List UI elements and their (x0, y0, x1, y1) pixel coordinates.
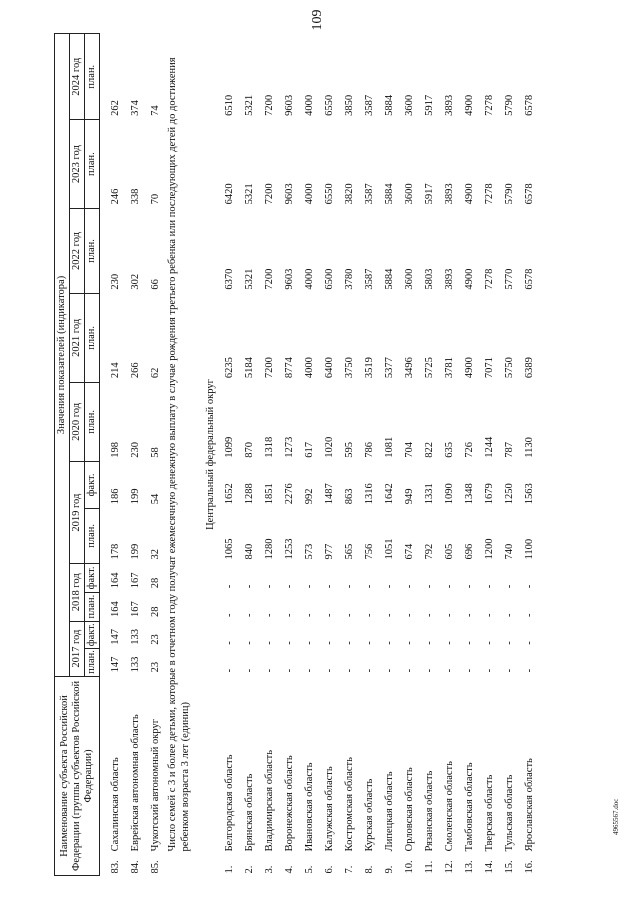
rotated-table-area (54, 33, 612, 876)
value-cell: 198 (109, 441, 121, 458)
value-cell: 199 (129, 543, 141, 560)
value-cell: - (503, 584, 515, 589)
page-number: 109 (310, 9, 325, 31)
value-cell: 1563 (523, 483, 535, 505)
value-cell: 3600 (403, 94, 415, 116)
value-cell: 5884 (383, 94, 395, 116)
header-values-title: Значения показателей (индикатора) (55, 34, 70, 677)
federal-district-row (202, 34, 220, 876)
value-cell: 822 (423, 441, 435, 458)
value-cell: 1200 (483, 538, 495, 560)
value-cell: 840 (243, 543, 255, 560)
value-cell: - (343, 613, 355, 618)
subject-name: Ивановская область (303, 762, 315, 852)
value-cell: - (523, 641, 535, 645)
value-cell: 977 (323, 543, 335, 560)
value-cell: 23 (149, 661, 161, 673)
value-cell: - (323, 613, 335, 618)
row-number: 3. (263, 865, 275, 874)
value-cell: 1099 (223, 436, 235, 458)
value-cell: 3600 (403, 268, 415, 290)
row-number: 9. (383, 865, 395, 874)
value-cell: 3587 (363, 268, 375, 290)
value-cell: 5803 (423, 268, 435, 290)
value-cell: - (363, 641, 375, 645)
value-cell: 595 (343, 441, 355, 458)
value-cell: 3587 (363, 183, 375, 205)
row-number: 6. (323, 865, 335, 874)
value-cell: - (303, 668, 315, 673)
value-cell: 1090 (443, 483, 455, 505)
value-cell: 1331 (423, 483, 435, 505)
value-cell: 6420 (223, 183, 235, 205)
value-cell: 54 (149, 493, 161, 505)
header-fact: факт. (85, 621, 100, 649)
value-cell: 7200 (263, 357, 275, 379)
value-cell: - (463, 641, 475, 645)
value-cell: - (423, 584, 435, 589)
row-number: 84. (129, 860, 141, 874)
indicator-caption-row (166, 34, 202, 876)
value-cell: 7200 (263, 94, 275, 116)
row-number: 4. (283, 865, 295, 874)
value-cell: 740 (503, 543, 515, 560)
value-cell: - (483, 668, 495, 673)
table-row (400, 34, 420, 876)
value-cell: 167 (129, 572, 141, 589)
value-cell: 9603 (283, 94, 295, 116)
value-cell: - (403, 584, 415, 589)
value-cell: 1642 (383, 483, 395, 505)
value-cell: - (523, 584, 535, 589)
value-cell: 1487 (323, 483, 335, 505)
value-cell: 214 (109, 362, 121, 379)
value-cell: 4900 (463, 94, 475, 116)
value-cell: 4000 (303, 183, 315, 205)
value-cell: - (243, 584, 255, 589)
table-row (340, 34, 360, 876)
header-year: 2018 год (70, 564, 85, 622)
row-number: 16. (523, 860, 535, 874)
value-cell: 696 (463, 543, 475, 560)
value-cell: - (443, 641, 455, 645)
value-cell: - (343, 641, 355, 645)
value-cell: - (363, 613, 375, 618)
value-cell: 605 (443, 543, 455, 560)
value-cell: 1253 (283, 538, 295, 560)
value-cell: 1065 (223, 538, 235, 560)
value-cell: - (323, 641, 335, 645)
value-cell: 167 (129, 601, 141, 618)
value-cell: 3893 (443, 183, 455, 205)
value-cell: 1250 (503, 483, 515, 505)
value-cell: 1244 (483, 436, 495, 458)
row-number: 2. (243, 865, 255, 874)
value-cell: 7071 (483, 357, 495, 379)
subject-name: Владимирская область (263, 750, 275, 852)
value-cell: - (223, 668, 235, 673)
value-cell: 5884 (383, 183, 395, 205)
value-cell: 147 (109, 628, 121, 645)
value-cell: - (403, 668, 415, 673)
value-cell: 133 (129, 656, 141, 673)
value-cell: 5770 (503, 268, 515, 290)
value-cell: 5917 (423, 94, 435, 116)
value-cell: 4900 (463, 183, 475, 205)
value-cell: 62 (149, 367, 161, 379)
value-cell: - (443, 668, 455, 673)
value-cell: - (363, 668, 375, 673)
value-cell: - (383, 584, 395, 589)
value-cell: - (463, 613, 475, 618)
value-cell: 792 (423, 543, 435, 560)
value-cell: 5377 (383, 357, 395, 379)
row-number: 14. (483, 860, 495, 874)
value-cell: 9603 (283, 268, 295, 290)
table-row (480, 34, 500, 876)
value-cell: - (423, 641, 435, 645)
table-row (300, 34, 320, 876)
value-cell: 1051 (383, 538, 395, 560)
value-cell: 302 (129, 273, 141, 290)
value-cell: 3781 (443, 357, 455, 379)
value-cell: 5790 (503, 94, 515, 116)
table-row (260, 34, 280, 876)
value-cell: 58 (149, 447, 161, 458)
value-cell: - (443, 584, 455, 589)
value-cell: 164 (109, 601, 121, 618)
value-cell: - (463, 668, 475, 673)
row-number: 8. (363, 865, 375, 874)
value-cell: 1652 (223, 483, 235, 505)
value-cell: - (303, 584, 315, 589)
value-cell: 28 (149, 606, 161, 618)
value-cell: 2276 (283, 483, 295, 505)
value-cell: 6370 (223, 268, 235, 290)
value-cell: 4900 (463, 268, 475, 290)
value-cell: 66 (149, 279, 161, 290)
row-number: 11. (423, 860, 435, 874)
value-cell: 6510 (223, 94, 235, 116)
value-cell: - (283, 668, 295, 673)
table-row (520, 34, 540, 876)
subject-name: Калужская область (323, 766, 335, 852)
value-cell: 5321 (243, 183, 255, 205)
value-cell: 8774 (283, 357, 295, 379)
value-cell: 3850 (343, 94, 355, 116)
subject-name: Сахалинская область (109, 757, 121, 852)
value-cell: - (463, 584, 475, 589)
value-cell: 787 (503, 441, 515, 458)
value-cell: - (303, 613, 315, 618)
document-id: 4965567.doc (612, 798, 620, 835)
federal-district-title: Центральный федеральный округ (204, 379, 216, 530)
table-row (320, 34, 340, 876)
value-cell: - (443, 613, 455, 618)
value-cell: 5725 (423, 357, 435, 379)
value-cell: 70 (149, 193, 161, 205)
value-cell: - (523, 668, 535, 673)
value-cell: - (283, 641, 295, 645)
value-cell: 4900 (463, 357, 475, 379)
value-cell: - (343, 668, 355, 673)
value-cell: 949 (403, 488, 415, 505)
value-cell: 4000 (303, 268, 315, 290)
row-number: 5. (303, 865, 315, 874)
value-cell: 4000 (303, 357, 315, 379)
value-cell: 3496 (403, 357, 415, 379)
row-number: 13. (463, 860, 475, 874)
value-cell: - (223, 641, 235, 645)
value-cell: - (223, 613, 235, 618)
row-number: 85. (149, 860, 161, 874)
value-cell: 178 (109, 543, 121, 560)
value-cell: 1100 (523, 538, 535, 560)
value-cell: - (323, 668, 335, 673)
table-row (146, 34, 166, 876)
value-cell: 262 (109, 100, 121, 116)
value-cell: - (483, 584, 495, 589)
header-plan: план. (85, 382, 100, 462)
subject-name: Воронежская область (283, 755, 295, 852)
header-year: 2017 год (70, 621, 85, 676)
value-cell: 6550 (323, 183, 335, 205)
value-cell: 1851 (263, 483, 275, 505)
subject-name: Курская область (363, 778, 375, 852)
value-cell: 1288 (243, 483, 255, 505)
value-cell: 3600 (403, 183, 415, 205)
value-cell: - (423, 668, 435, 673)
value-cell: 5321 (243, 268, 255, 290)
value-cell: 1020 (323, 436, 335, 458)
subject-name: Рязанская область (423, 770, 435, 852)
value-cell: 7278 (483, 268, 495, 290)
value-cell: 3750 (343, 357, 355, 379)
value-cell: 1679 (483, 483, 495, 505)
row-number: 10. (403, 860, 415, 874)
header-fact: факт. (85, 462, 100, 508)
table-row (500, 34, 520, 876)
header-year: 2020 год (70, 382, 85, 462)
table-row (380, 34, 400, 876)
value-cell: 3519 (363, 357, 375, 379)
value-cell: 863 (343, 488, 355, 505)
table-row (420, 34, 440, 876)
value-cell: 1280 (263, 538, 275, 560)
value-cell: 674 (403, 543, 415, 560)
subject-name: Костромская область (343, 757, 355, 852)
value-cell: 5790 (503, 183, 515, 205)
value-cell: - (483, 641, 495, 645)
value-cell: 338 (129, 188, 141, 205)
subject-name: Липецкая область (383, 771, 395, 852)
table-row (106, 34, 126, 876)
header-name-col: Наименование субъекта Российской Федерации (группы субъектов Российской Федерации) (55, 676, 100, 875)
value-cell: - (283, 613, 295, 618)
value-cell: - (343, 584, 355, 589)
table-row (240, 34, 260, 876)
value-cell: - (503, 613, 515, 618)
value-cell: - (383, 668, 395, 673)
value-cell: 266 (129, 362, 141, 379)
value-cell: 6578 (523, 268, 535, 290)
value-cell: 186 (109, 488, 121, 505)
value-cell: 230 (129, 441, 141, 458)
subject-name: Еврейская автономная область (129, 714, 141, 852)
value-cell: - (483, 613, 495, 618)
value-cell: 6235 (223, 357, 235, 379)
header-plan: план. (85, 208, 100, 293)
value-cell: 7200 (263, 183, 275, 205)
value-cell: - (283, 584, 295, 589)
value-cell: 7278 (483, 94, 495, 116)
value-cell: 786 (363, 441, 375, 458)
value-cell: 147 (109, 656, 121, 673)
subject-name: Тульская область (503, 774, 515, 852)
value-cell: 1316 (363, 483, 375, 505)
value-cell: - (263, 641, 275, 645)
value-cell: - (363, 584, 375, 589)
header-plan: план. (85, 294, 100, 383)
value-cell: 1130 (523, 437, 535, 458)
subject-name: Чукотский автономный округ (149, 718, 161, 852)
value-cell: 4000 (303, 94, 315, 116)
table-row (460, 34, 480, 876)
value-cell: 6400 (323, 357, 335, 379)
value-cell: 3587 (363, 94, 375, 116)
subject-name: Белгородская область (223, 754, 235, 852)
table-row (280, 34, 300, 876)
value-cell: - (503, 668, 515, 673)
value-cell: - (383, 613, 395, 618)
value-cell: 1081 (383, 436, 395, 458)
value-cell: 6578 (523, 183, 535, 205)
value-cell: - (323, 584, 335, 589)
value-cell: - (403, 641, 415, 645)
subject-name: Тверская область (483, 774, 495, 852)
value-cell: 5184 (243, 357, 255, 379)
value-cell: 6389 (523, 357, 535, 379)
value-cell: 617 (303, 441, 315, 458)
value-cell: - (243, 668, 255, 673)
table-row (220, 34, 240, 876)
value-cell: 3820 (343, 183, 355, 205)
value-cell: - (383, 641, 395, 645)
value-cell: 9603 (283, 183, 295, 205)
value-cell: 374 (129, 100, 141, 116)
value-cell: - (523, 613, 535, 618)
value-cell: 32 (149, 549, 161, 560)
subject-name: Тамбовская область (463, 762, 475, 852)
row-number: 7. (343, 865, 355, 874)
value-cell: - (503, 641, 515, 645)
value-cell: - (263, 613, 275, 618)
table-row (360, 34, 380, 876)
header-plan: план. (85, 508, 100, 563)
value-cell: 704 (403, 441, 415, 458)
header-plan: план. (85, 120, 100, 209)
value-cell: 74 (149, 105, 161, 116)
header-plan: план. (85, 649, 100, 677)
value-cell: 870 (243, 441, 255, 458)
value-cell: 5917 (423, 183, 435, 205)
value-cell: 5321 (243, 94, 255, 116)
value-cell: 6550 (323, 94, 335, 116)
value-cell: - (243, 613, 255, 618)
value-cell: - (223, 584, 235, 589)
header-year: 2019 год (70, 462, 85, 564)
subject-name: Ярославская область (523, 758, 535, 852)
value-cell: 565 (343, 543, 355, 560)
value-cell: 246 (109, 188, 121, 205)
value-cell: - (303, 641, 315, 645)
value-cell: 1318 (263, 436, 275, 458)
value-cell: - (403, 613, 415, 618)
value-cell: 6578 (523, 94, 535, 116)
value-cell: 28 (149, 577, 161, 589)
value-cell: 635 (443, 441, 455, 458)
value-cell: - (243, 641, 255, 645)
value-cell: 3780 (343, 268, 355, 290)
value-cell: 5884 (383, 268, 395, 290)
table-row (126, 34, 146, 876)
header-plan: план. (85, 34, 100, 120)
value-cell: 5750 (503, 357, 515, 379)
row-number: 83. (109, 860, 121, 874)
row-number: 15. (503, 860, 515, 874)
indicator-caption: Число семей с 3 и более детьми, которые в отчетном году получат ежемесячную денежную выплату в случае рождения третьего ребенка или последующих детей до достижения ребенком возраста 3 лет (единиц) (167, 57, 192, 852)
value-cell: 23 (149, 634, 161, 645)
value-cell: 992 (303, 488, 315, 505)
subject-name: Смоленская область (443, 761, 455, 852)
value-cell: 756 (363, 543, 375, 560)
subject-name: Брянская область (243, 773, 255, 852)
value-cell: 7200 (263, 268, 275, 290)
value-cell: 6500 (323, 268, 335, 290)
header-year: 2024 год (70, 34, 85, 120)
value-cell: 1273 (283, 436, 295, 458)
value-cell: 3893 (443, 268, 455, 290)
indicators-table (54, 33, 540, 876)
value-cell: 1348 (463, 483, 475, 505)
value-cell: 573 (303, 543, 315, 560)
value-cell: - (263, 668, 275, 673)
subject-name: Орловская область (403, 767, 415, 852)
row-number: 12. (443, 860, 455, 874)
value-cell: 230 (109, 273, 121, 290)
header-plan: план. (85, 592, 100, 621)
value-cell: 199 (129, 488, 141, 505)
table-row (440, 34, 460, 876)
header-fact: факт. (85, 564, 100, 593)
header-year: 2021 год (70, 294, 85, 383)
value-cell: 7278 (483, 183, 495, 205)
value-cell: - (263, 584, 275, 589)
row-number: 1. (223, 865, 235, 874)
value-cell: 133 (129, 628, 141, 645)
value-cell: 3893 (443, 94, 455, 116)
value-cell: - (423, 613, 435, 618)
header-year: 2023 год (70, 120, 85, 209)
header-year: 2022 год (70, 208, 85, 293)
value-cell: 164 (109, 572, 121, 589)
value-cell: 726 (463, 441, 475, 458)
